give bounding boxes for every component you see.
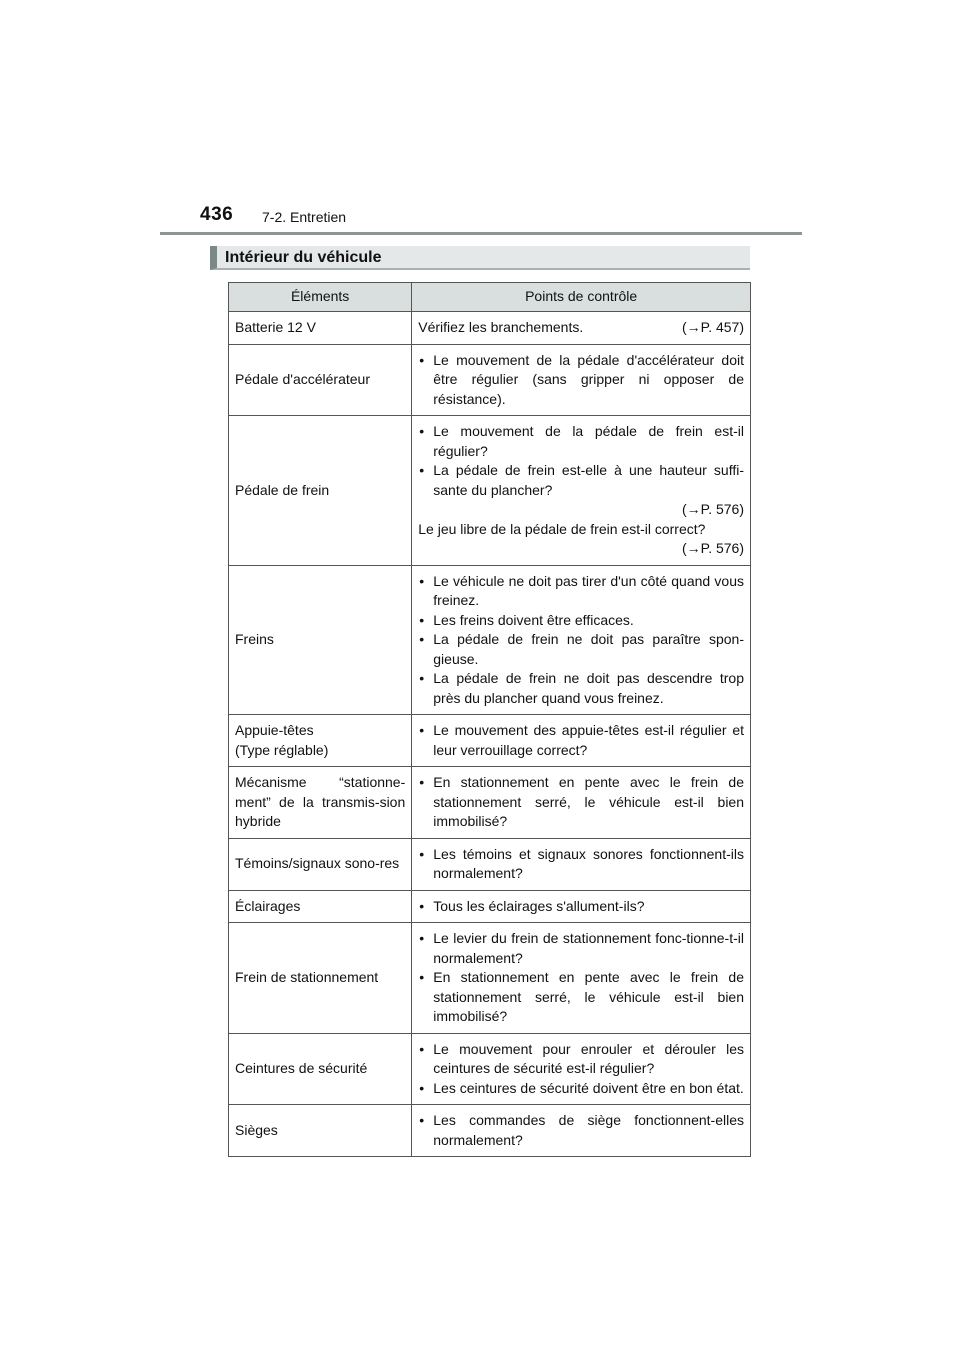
checkpoint-cell (412, 416, 751, 566)
item-cell: Témoins/signaux sono-res (229, 838, 412, 890)
item-cell: Batterie 12 V (229, 312, 412, 345)
checkpoint-bullet: • La pédale de frein est-elle à une hauteur suffi-sante du plancher? (418, 461, 744, 500)
item-cell: Sièges (229, 1105, 412, 1157)
checkpoint-bullet: • Le levier du frein de stationnement fonc-tionne-t-il normalement? (418, 929, 744, 968)
item-cell: Ceintures de sécurité (229, 1033, 412, 1105)
column-header-checkpoints: Points de contrôle (412, 283, 751, 312)
checkpoint-text: Le jeu libre de la pédale de frein est-il correct? (418, 520, 706, 537)
table-row (229, 838, 751, 890)
item-cell: Pédale d'accélérateur (229, 344, 412, 416)
item-cell (229, 715, 412, 767)
table-row (229, 416, 751, 566)
table-row (229, 923, 751, 1034)
checkpoint-cell (412, 767, 751, 839)
checkpoint-bullet: • Les freins doivent être efficaces. (418, 611, 744, 631)
page-reference: (→P. 457) (682, 319, 744, 335)
item-line: Appuie-têtes (235, 722, 314, 738)
inspection-table (228, 282, 751, 1157)
table-row (229, 565, 751, 715)
checkpoint-bullet: • La pédale de frein ne doit pas paraître spon-gieuse. (418, 630, 744, 669)
column-header-items: Éléments (229, 283, 412, 312)
item-cell: Freins (229, 565, 412, 715)
checkpoint-cell (412, 838, 751, 890)
table-row (229, 1105, 751, 1157)
page-reference: (→P. 576) (682, 540, 744, 556)
checkpoint-cell (412, 1105, 751, 1157)
checkpoint-cell (412, 890, 751, 923)
checkpoint-bullet: • En stationnement en pente avec le frein de stationnement serré, le véhicule est-il bien immobilisé? (418, 773, 744, 832)
checkpoint-cell (412, 565, 751, 715)
checkpoint-cell (412, 1033, 751, 1105)
checkpoint-bullet: • Le mouvement de la pédale d'accélérateur doit être régulier (sans gripper ni opposer de résistance). (418, 351, 744, 410)
page-number: 436 (200, 204, 234, 225)
table-row (229, 312, 751, 345)
table-row (229, 767, 751, 839)
checkpoint-bullet: • La pédale de frein ne doit pas descendre trop près du plancher quand vous freinez. (418, 669, 744, 708)
table-row (229, 1033, 751, 1105)
item-cell: Pédale de frein (229, 416, 412, 566)
checkpoint-bullet: • Tous les éclairages s'allument-ils? (418, 897, 744, 917)
checkpoint-cell (412, 923, 751, 1034)
checkpoint-bullet: • Le véhicule ne doit pas tirer d'un côté quand vous freinez. (418, 572, 744, 611)
chapter-title: 7-2. Entretien (262, 209, 347, 225)
checkpoint-cell (412, 344, 751, 416)
item-line: (Type réglable) (235, 741, 329, 758)
table-header-row (229, 283, 751, 312)
header-rule (160, 232, 802, 235)
checkpoint-bullet: • Le mouvement de la pédale de frein est-il régulier? (418, 422, 744, 461)
table-row (229, 715, 751, 767)
section-title: Intérieur du véhicule (210, 246, 750, 270)
table-row (229, 344, 751, 416)
checkpoint-bullet: • Les témoins et signaux sonores fonctionnent-ils normalement? (418, 845, 744, 884)
checkpoint-bullet: • Les commandes de siège fonctionnent-elles normalement? (418, 1111, 744, 1150)
checkpoint-bullet: • Le mouvement pour enrouler et dérouler les ceintures de sécurité est-il régulier? (418, 1040, 744, 1079)
checkpoint-cell (412, 715, 751, 767)
checkpoint-bullet: • Le mouvement des appuie-têtes est-il régulier et leur verrouillage correct? (418, 721, 744, 760)
checkpoint-text: Vérifiez les branchements. (418, 319, 584, 335)
page-reference: (→P. 576) (682, 501, 744, 517)
item-cell: Mécanisme “stationne-ment” de la transmis-sion hybride (229, 767, 412, 839)
item-cell: Frein de stationnement (229, 923, 412, 1034)
checkpoint-bullet: • Les ceintures de sécurité doivent être en bon état. (418, 1079, 744, 1099)
table-row (229, 890, 751, 923)
checkpoint-cell (412, 312, 751, 345)
item-cell: Éclairages (229, 890, 412, 923)
checkpoint-bullet: • En stationnement en pente avec le frein de stationnement serré, le véhicule est-il bien immobilisé? (418, 968, 744, 1027)
